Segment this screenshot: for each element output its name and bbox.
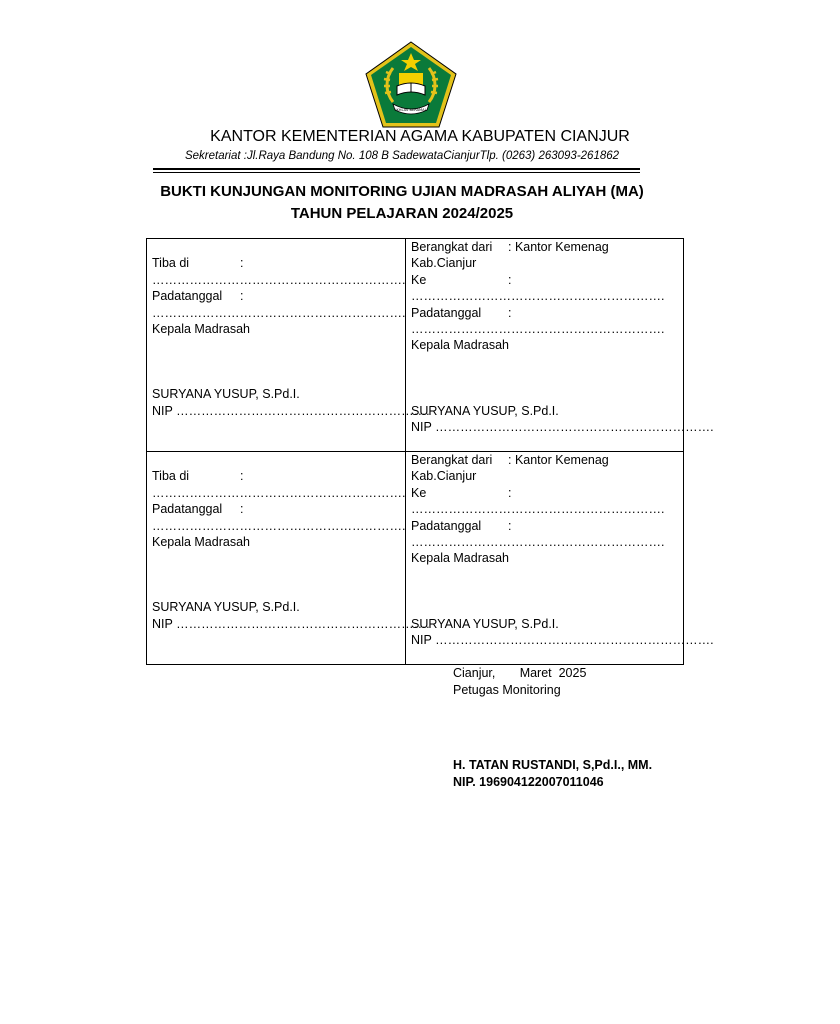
ke-dots: …………………………………………………….: [411, 502, 665, 517]
signer-nip: NIP …………………………………………………….: [152, 403, 430, 418]
ke-dots: …………………………………………………….: [411, 289, 665, 304]
ke-label: Ke: [411, 485, 427, 500]
arrival-cell: Tiba di : ……………………………………………………. Padatanggal : ……………………………………………………. Kepala Madrasah SURYANA YUSUP, S.Pd.I. NIP …………………………………………………….: [147, 452, 406, 665]
tanggal-dots: …………………………………………………….: [411, 322, 665, 337]
tiba-dots: …………………………………………………….: [152, 485, 406, 500]
office-name: KANTOR KEMENTERIAN AGAMA KABUPATEN CIANJUR: [210, 128, 630, 145]
berangkat-cont: Kab.Cianjur: [411, 256, 477, 271]
signature-block: [453, 665, 652, 791]
tanggal-label: Padatanggal: [152, 289, 223, 304]
berangkat-label: Berangkat dari: [411, 240, 493, 254]
tanggal-label: Padatanggal: [411, 518, 482, 533]
departure-cell: Berangkat dari : Kantor Kemenag Kab.Cianjur Ke : ……………………………………………………. Padatanggal : ……………………………………………………. Kepala Madrasah SURYANA YUSUP, S.Pd.I. NIP ………………………………………………………….: [406, 452, 684, 665]
title-line-1: BUKTI KUNJUNGAN MONITORING UJIAN MADRASAH ALIYAH (MA): [160, 183, 644, 200]
arrival-cell: Tiba di : ……………………………………………………. Padatanggal : ……………………………………………………. Kepala Madrasah SURYANA YUSUP, S.Pd.I. NIP …………………………………………………….: [147, 239, 406, 452]
tiba-label: Tiba di: [152, 256, 190, 271]
visit-row: [147, 239, 684, 452]
signer-name: SURYANA YUSUP, S.Pd.I.: [152, 387, 300, 402]
tanggal-dots: …………………………………………………….: [411, 535, 665, 550]
office-address: Sekretariat :Jl.Raya Bandung No. 108 B SadewataCianjurTlp. (0263) 263093-261862: [184, 150, 620, 162]
tanggal-label: Padatanggal: [411, 305, 482, 320]
tiba-label: Tiba di: [152, 469, 190, 484]
officer-nip: NIP. 196904122007011046: [453, 775, 604, 789]
tanggal-dots: …………………………………………………….: [152, 305, 406, 320]
signer-nip: NIP …………………………………………………….: [152, 616, 430, 631]
header-rule-thin: [153, 172, 640, 173]
svg-text:IKHLAS BERAMAL: IKHLAS BERAMAL: [395, 108, 427, 112]
title-line-2: TAHUN PELAJARAN 2024/2025: [290, 205, 514, 222]
kepala-label: Kepala Madrasah: [152, 535, 250, 550]
signer-name: SURYANA YUSUP, S.Pd.I.: [152, 600, 300, 615]
officer-name: H. TATAN RUSTANDI, S,Pd.I., MM.: [453, 758, 653, 772]
document-title: [0, 181, 804, 225]
tiba-dots: …………………………………………………….: [152, 272, 406, 287]
officer-role: Petugas Monitoring: [453, 683, 561, 697]
place-date: Cianjur, Maret 2025: [453, 666, 587, 680]
kepala-label: Kepala Madrasah: [411, 551, 509, 566]
kepala-label: Kepala Madrasah: [152, 322, 250, 337]
visit-table: [146, 238, 714, 665]
departure-cell: Berangkat dari : Kantor Kemenag Kab.Cianjur Ke : ……………………………………………………. Padatanggal : ……………………………………………………. Kepala Madrasah SURYANA YUSUP, S.Pd.I. NIP ………………………………………………………….: [406, 239, 684, 452]
signer-name: SURYANA YUSUP, S.Pd.I.: [411, 403, 559, 418]
header-rule-thick: [153, 168, 640, 170]
signer-name: SURYANA YUSUP, S.Pd.I.: [411, 616, 559, 631]
tanggal-dots: …………………………………………………….: [152, 518, 406, 533]
visit-row: [147, 452, 684, 665]
berangkat-cont: Kab.Cianjur: [411, 469, 477, 484]
berangkat-label: Berangkat dari: [411, 453, 493, 467]
kepala-label: Kepala Madrasah: [411, 338, 509, 353]
signer-nip: NIP ………………………………………………………….: [411, 633, 714, 648]
kemenag-logo: [363, 40, 459, 130]
signer-nip: NIP ………………………………………………………….: [411, 420, 714, 435]
tanggal-label: Padatanggal: [152, 502, 223, 517]
ke-label: Ke: [411, 272, 427, 287]
